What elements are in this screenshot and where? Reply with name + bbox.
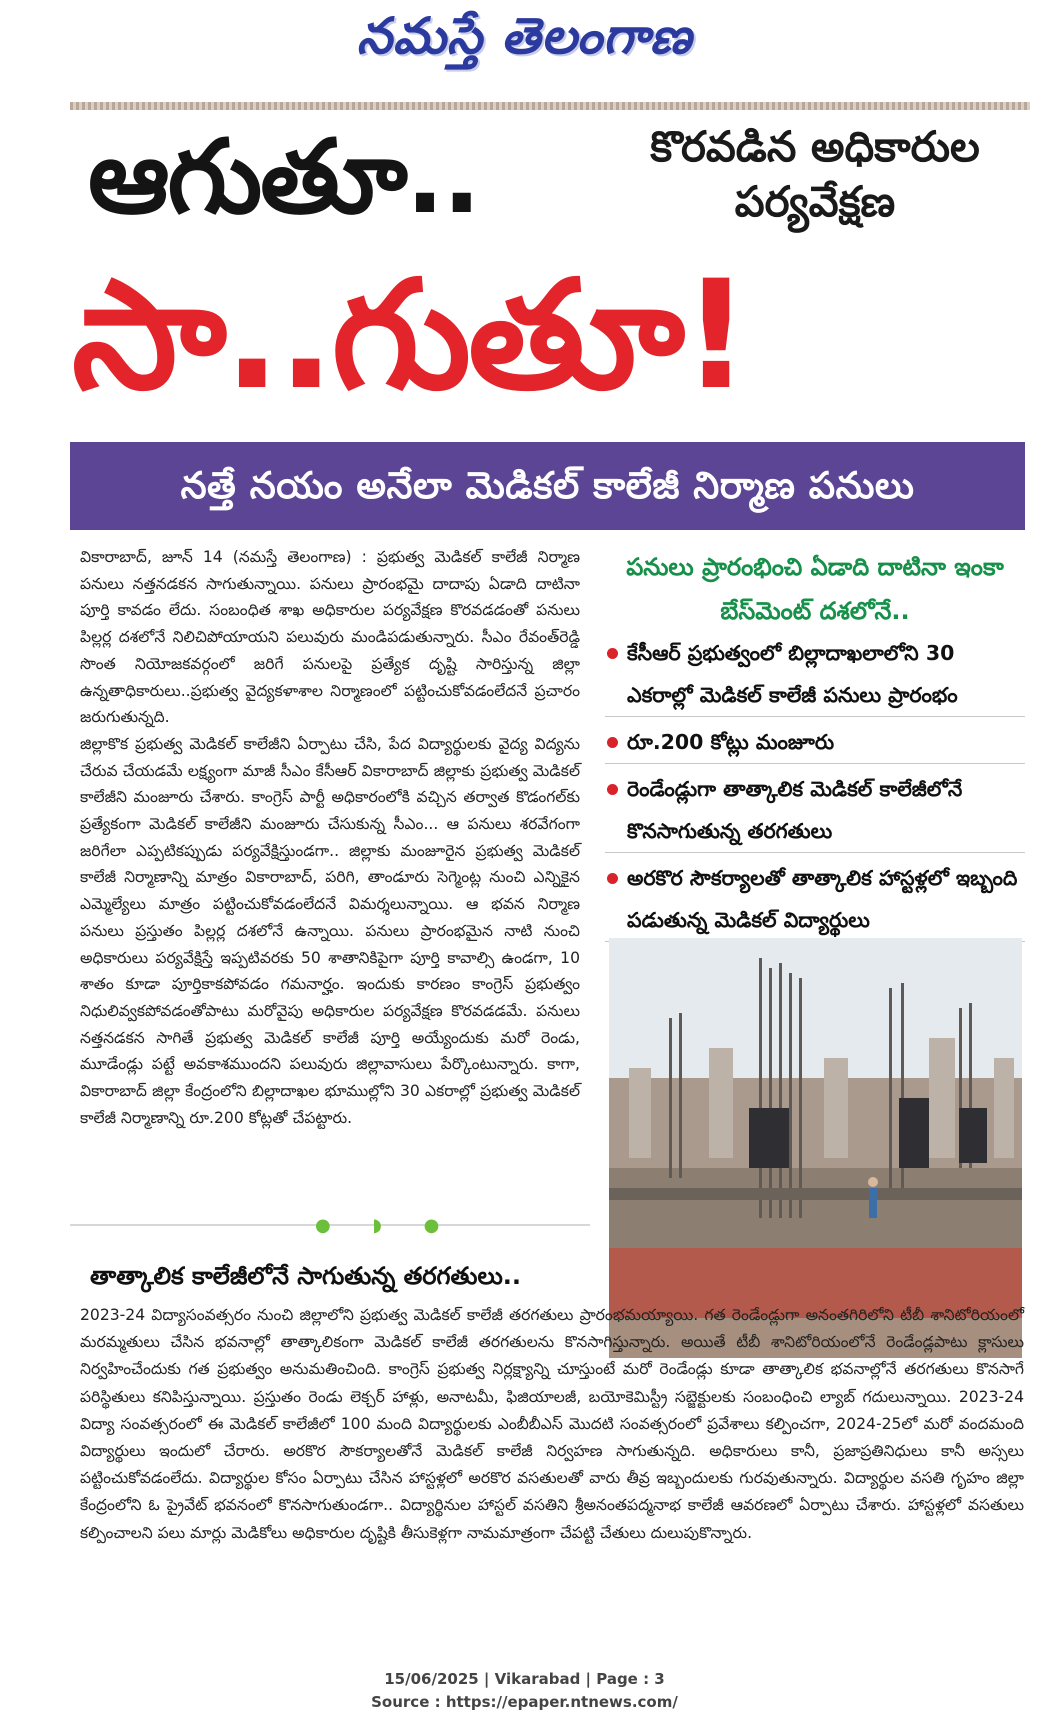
- section2-paragraph: 2023-24 విద్యాసంవత్సరం నుంచి జిల్లాలోని ప్రభుత్వ మెడికల్ కాలేజీ తరగతులు ప్రారంభమయ్యాయి. గత రెండేండ్లుగా అనంతగిరిలోని టీబీ శానిటోరియంలో మరమ్మతులు చేసిన భవనాల్లో తాత్కాలికంగా మెడికల్ కాలేజీ తరగతులను కొనసాగిస్తున్నారు. అయితే టీబీ శానిటోరియంలోనే రెండేండ్లపాటు క్లాసులు నిర్వహించేందుకు గత ప్రభుత్వం అనుమతించింది. కాంగ్రెస్ ప్రభుత్వ నిర్లక్ష్యాన్ని చూస్తుంటే మరో రెండేండ్లు కూడా తాత్కాలిక భవనాల్లోనే తరగతులు కొనసాగే పరిస్థితులు కనిపిస్తున్నాయి. ప్రస్తుతం రెండు లెక్చర్ హాళ్లు, అనాటమీ, ఫిజియాలజీ, బయోకెమిస్ట్రీ సబ్జెక్టులకు సంబంధించి ల్యాబ్ గదులున్నాయి. 2023-24 విద్యా సంవత్సరంలో ఈ మెడికల్ కాలేజీలో 100 మంది విద్యార్థులకు ఎంబీబీఎస్ మొదటి సంవత్సరంలో ప్రవేశాలు కల్పించగా, 2024-25లో మరో వందమంది విద్యార్థులు ఇందులో చేరారు. అరకొర సౌకర్యాలతోనే మెడికల్ కాలేజీ నిర్వహణ సాగుతున్నది. అధికారులు కానీ, ప్రజాప్రతినిధులు కానీ అస్సలు పట్టించుకోవడంలేదు. విద్యార్థుల కోసం ఏర్పాటు చేసిన హాస్టళ్లలో అరకొర వసతులతో వారు తీవ్ర ఇబ్బందులకు గురవుతున్నారు. విద్యార్థుల వసతి గృహం జిల్లా కేంద్రంలోని ఓ ప్రైవేట్ భవనంలో కొనసాగుతుండగా.. విద్యార్థినుల హాస్టల్ వసతిని శ్రీఅనంతపద్మనాభ కాలేజీ ఆవరణలో ఏర్పాటు చేశారు. హాస్టళ్లలో వసతులు కల్పించాలని పలు మార్లు మెడికోలు అధికారుల దృష్టికి తీసుకెళ్లగా నామమాత్రంగా చేపట్టి చేతులు దులుపుకొన్నారు.: [80, 1306, 1024, 1542]
- sidebar-bullet: రెండేండ్లుగా తాత్కాలిక మెడికల్ కాలేజీలోనే కొనసాగుతున్న తరగతులు: [605, 768, 1025, 853]
- headline-line1: ఆగుతూ..: [88, 118, 480, 237]
- headline-band: [70, 442, 1025, 530]
- footer-date-edition: 15/06/2025 | Vikarabad | Page : 3: [384, 1670, 665, 1688]
- section2-heading: తాత్కాలిక కాలేజీలోనే సాగుతున్న తరగతులు..: [90, 1262, 522, 1290]
- red-dot-icon: [607, 648, 618, 659]
- red-dot-icon: [607, 784, 618, 795]
- sidebar-bullet: అరకొర సౌకర్యాలతో తాత్కాలిక హాస్టళ్లలో ఇబ్బంది పడుతున్న మెడికల్ విద్యార్థులు: [605, 857, 1025, 942]
- footer-source: Source : https://epaper.ntnews.com/: [371, 1693, 678, 1711]
- sidebar-heading: పనులు ప్రారంభించి ఏడాది దాటినా ఇంకా బేస్‌మెంట్ దశలోనే..: [626, 553, 1004, 625]
- headline-band-text: నత్తే నయం అనేలా మెడికల్ కాలేజీ నిర్మాణ పనులు: [180, 464, 915, 507]
- construction-photo-illustration: [609, 938, 1022, 1358]
- headline-kicker: కొరవడిన అధికారుల పర్యవేక్షణ: [650, 122, 980, 226]
- section2-body: [80, 1302, 1024, 1547]
- sidebar-bullet: కేసీఆర్ ప్రభుత్వంలో బిల్లాదాఖలాలోని 30 ఎకరాల్లో మెడికల్ కాలేజీ పనులు ప్రారంభం: [605, 632, 1025, 717]
- construction-site-photo: [609, 938, 1022, 1358]
- top-rule: [70, 102, 1030, 110]
- article-paragraph-1: వికారాబాద్, జూన్ 14 (నమస్తే తెలంగాణ) : ప్రభుత్వ మెడికల్ కాలేజీ నిర్మాణ పనులు నత్తనడకన సాగుతున్నాయి. పనులు ప్రారంభమై దాదాపు ఏడాది దాటినా పూర్తి కావడం లేదు. సంబంధిత శాఖ అధికారుల పర్యవేక్షణ కొరవడడంతో పనులు పిల్లర్ల దశలోనే నిలిచిపోయాయని పలువురు మండిపడుతున్నారు. సీఎం రేవంత్‌రెడ్డి సొంత నియోజకవర్గంలో జరిగే పనులపై ప్రత్యేక దృష్టి సారిస్తున్న జిల్లా ఉన్నతాధికారులు..ప్రభుత్వ వైద్యకళాశాల నిర్మాణంలో పట్టించుకోవడంలేదనే ప్రచారం జరుగుతున్నది.: [80, 548, 580, 727]
- masthead-title: నమస్తే తెలంగాణ: [356, 6, 693, 65]
- sidebar-bullet: రూ.200 కోట్లు మంజూరు: [605, 721, 1025, 764]
- red-dot-icon: [607, 737, 618, 748]
- ornament-icon: ● ◗ ●: [315, 1215, 458, 1236]
- article-paragraph-2: జిల్లాకొక ప్రభుత్వ మెడికల్ కాలేజీని ఏర్పాటు చేసి, పేద విద్యార్థులకు వైద్య విద్యను చేరువ చేయడమే లక్ష్యంగా మాజీ సీఎం కేసీఆర్ వికారాబాద్ జిల్లాకు ప్రభుత్వ మెడికల్ కాలేజీని మంజూరు చేశారు. కాంగ్రెస్ పార్టీ అధికారంలోకి వచ్చిన తర్వాత కొడంగల్‌కు ప్రత్యేకంగా మెడికల్ కాలేజీని మంజూరు చేసుకున్న సీఎం... ఆ పనులు శరవేగంగా జరిగేలా ఎప్పటికప్పుడు పర్యవేక్షిస్తుండగా.. జిల్లాకు మంజూరైన ప్రభుత్వ మెడికల్ కాలేజీ నిర్మాణాన్ని మాత్రం వికారాబాద్, పరిగి, తాండూరు సెగ్మెంట్ల నుంచి ఎన్నికైన ఎమ్మెల్యేలు మాత్రం పట్టించుకోవడంలేదనే విమర్శలున్నాయి. ఆ భవన నిర్మాణ పనులు ప్రస్తుతం పిల్లర్ల దశలోనే ఉన్నాయి. పనులు ప్రారంభమైన నాటి నుంచి అధికారులు పర్యవేక్షిస్తే ఇప్పటివరకు 50 శాతానికిపైగా పూర్తి కావాల్సి ఉండగా, 10 శాతం కూడా పూర్తికాకపోవడం గమనార్హం. ఇందుకు కారణం కాంగ్రెస్ ప్రభుత్వం నిధులివ్వకపోవడంతోపాటు మరోవైపు అధికారుల పర్యవేక్షణ కొరవడడమే. పనులు నత్తనడకన సాగితే ప్రభుత్వ మెడికల్ కాలేజీ పూర్తి అయ్యేందుకు మరో రెండు, మూడేండ్లు పట్టే అవకాశముందని పలువురు జిల్లావాసులు పేర్కొంటున్నారు. కాగా, వికారాబాద్ జిల్లా కేంద్రంలోని బిల్లాదాఖల భూముల్లోని 30 ఎకరాల్లో ప్రభుత్వ మెడికల్ కాలేజీ నిర్మాణాన్ని రూ.200 కోట్లతో చేపట్టారు.: [80, 734, 580, 1127]
- article-body: [80, 544, 580, 1131]
- headline-line2: సా..గుతూ!: [72, 249, 748, 423]
- sidebar-bullets: [605, 632, 1025, 946]
- red-dot-icon: [607, 873, 618, 884]
